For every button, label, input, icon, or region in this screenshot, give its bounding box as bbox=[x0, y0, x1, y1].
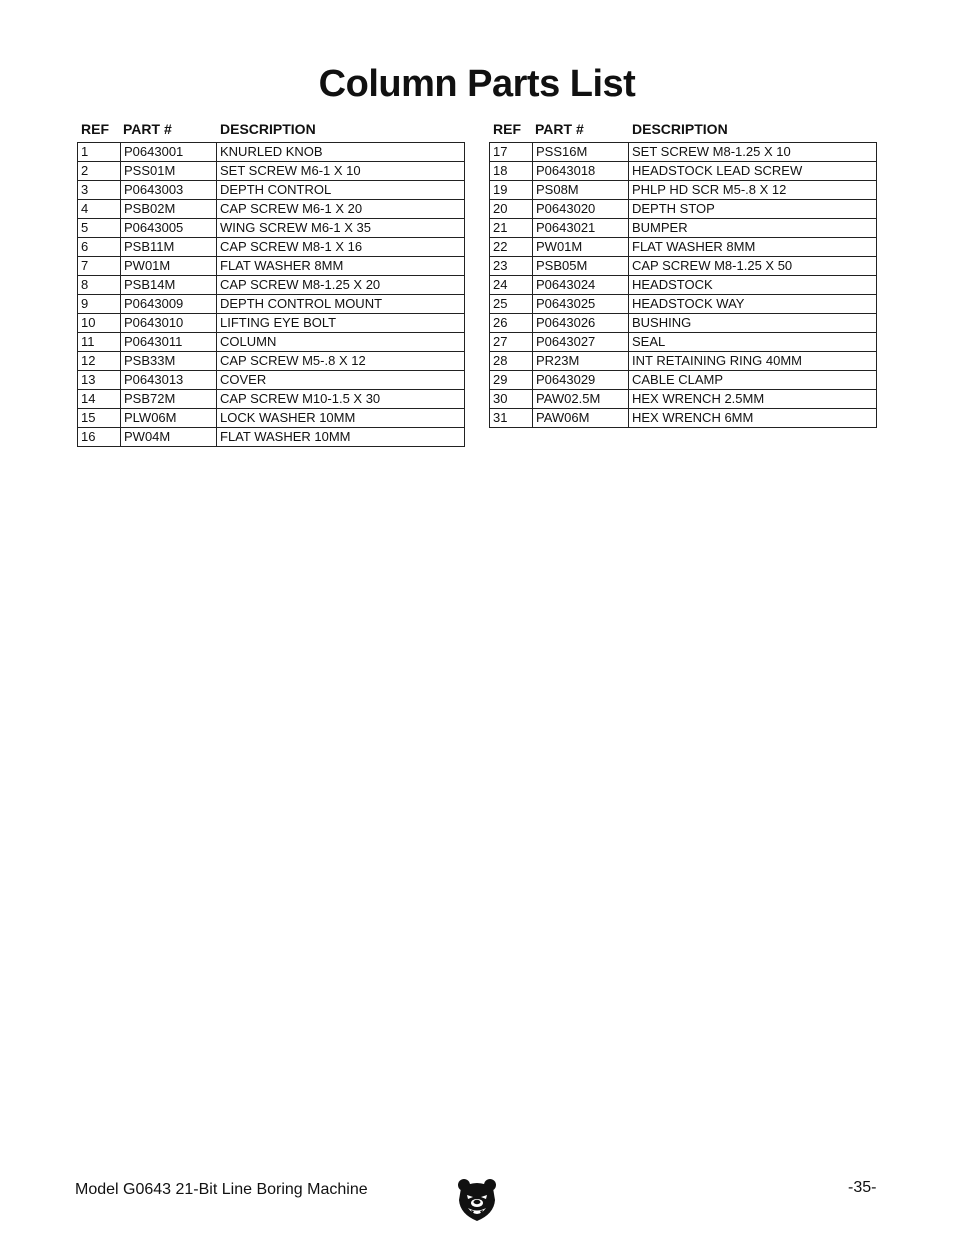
page-title: Column Parts List bbox=[318, 63, 636, 105]
part-number-cell: P0643018 bbox=[533, 162, 629, 181]
table-row bbox=[78, 181, 465, 200]
part-number-cell: PW01M bbox=[533, 238, 629, 257]
part-number-cell: P0643005 bbox=[121, 219, 217, 238]
description-cell: DEPTH STOP bbox=[629, 200, 877, 219]
description-cell: SET SCREW M6-1 X 10 bbox=[217, 162, 465, 181]
ref-cell: 7 bbox=[78, 257, 121, 276]
parts-table-left bbox=[77, 118, 465, 447]
header-description: DESCRIPTION bbox=[632, 121, 728, 137]
part-number-cell: PSB11M bbox=[121, 238, 217, 257]
table-row bbox=[78, 143, 465, 162]
description-cell: CABLE CLAMP bbox=[629, 371, 877, 390]
ref-cell: 30 bbox=[490, 390, 533, 409]
part-number-cell: P0643027 bbox=[533, 333, 629, 352]
grizzly-bear-logo-icon bbox=[456, 1176, 498, 1222]
table-row bbox=[78, 428, 465, 447]
ref-cell: 23 bbox=[490, 257, 533, 276]
footer-model-name: Model G0643 21-Bit Line Boring Machine bbox=[75, 1181, 368, 1198]
table-row bbox=[78, 371, 465, 390]
ref-cell: 19 bbox=[490, 181, 533, 200]
description-cell: FLAT WASHER 8MM bbox=[629, 238, 877, 257]
table-row bbox=[490, 238, 877, 257]
part-number-cell: PSB72M bbox=[121, 390, 217, 409]
part-number-cell: PW04M bbox=[121, 428, 217, 447]
description-cell: LIFTING EYE BOLT bbox=[217, 314, 465, 333]
ref-cell: 11 bbox=[78, 333, 121, 352]
part-number-cell: PSS01M bbox=[121, 162, 217, 181]
description-cell: FLAT WASHER 8MM bbox=[217, 257, 465, 276]
ref-cell: 1 bbox=[78, 143, 121, 162]
description-cell: WING SCREW M6-1 X 35 bbox=[217, 219, 465, 238]
ref-cell: 2 bbox=[78, 162, 121, 181]
ref-cell: 26 bbox=[490, 314, 533, 333]
ref-cell: 13 bbox=[78, 371, 121, 390]
table-row bbox=[490, 162, 877, 181]
ref-cell: 14 bbox=[78, 390, 121, 409]
part-number-cell: P0643020 bbox=[533, 200, 629, 219]
ref-cell: 29 bbox=[490, 371, 533, 390]
part-number-cell: PLW06M bbox=[121, 409, 217, 428]
header-ref: REF bbox=[81, 121, 109, 137]
table-row bbox=[78, 295, 465, 314]
table-row bbox=[490, 219, 877, 238]
description-cell: SEAL bbox=[629, 333, 877, 352]
description-cell: CAP SCREW M8-1.25 X 20 bbox=[217, 276, 465, 295]
description-cell: FLAT WASHER 10MM bbox=[217, 428, 465, 447]
table-row bbox=[490, 352, 877, 371]
description-cell: CAP SCREW M8-1.25 X 50 bbox=[629, 257, 877, 276]
table-row bbox=[490, 181, 877, 200]
parts-table-right-body bbox=[490, 143, 877, 428]
header-ref: REF bbox=[493, 121, 521, 137]
description-cell: HEADSTOCK WAY bbox=[629, 295, 877, 314]
parts-table-right bbox=[489, 118, 877, 428]
table-row bbox=[490, 200, 877, 219]
table-row bbox=[78, 238, 465, 257]
ref-cell: 21 bbox=[490, 219, 533, 238]
column-headers-left bbox=[77, 118, 465, 140]
part-number-cell: PAW02.5M bbox=[533, 390, 629, 409]
table-row bbox=[490, 295, 877, 314]
part-number-cell: PSS16M bbox=[533, 143, 629, 162]
part-number-cell: PW01M bbox=[121, 257, 217, 276]
table-row bbox=[78, 352, 465, 371]
part-number-cell: P0643001 bbox=[121, 143, 217, 162]
part-number-cell: P0643013 bbox=[121, 371, 217, 390]
ref-cell: 6 bbox=[78, 238, 121, 257]
description-cell: DEPTH CONTROL bbox=[217, 181, 465, 200]
description-cell: COLUMN bbox=[217, 333, 465, 352]
part-number-cell: PSB02M bbox=[121, 200, 217, 219]
column-headers-right bbox=[489, 118, 877, 140]
table-row bbox=[490, 143, 877, 162]
part-number-cell: P0643011 bbox=[121, 333, 217, 352]
ref-cell: 25 bbox=[490, 295, 533, 314]
ref-cell: 18 bbox=[490, 162, 533, 181]
table-row bbox=[78, 276, 465, 295]
ref-cell: 27 bbox=[490, 333, 533, 352]
table-row bbox=[490, 257, 877, 276]
parts-table-right-grid bbox=[489, 142, 877, 428]
description-cell: CAP SCREW M5-.8 X 12 bbox=[217, 352, 465, 371]
description-cell: BUSHING bbox=[629, 314, 877, 333]
table-row bbox=[490, 276, 877, 295]
part-number-cell: PAW06M bbox=[533, 409, 629, 428]
ref-cell: 3 bbox=[78, 181, 121, 200]
part-number-cell: P0643025 bbox=[533, 295, 629, 314]
description-cell: CAP SCREW M10-1.5 X 30 bbox=[217, 390, 465, 409]
description-cell: DEPTH CONTROL MOUNT bbox=[217, 295, 465, 314]
ref-cell: 17 bbox=[490, 143, 533, 162]
table-row bbox=[78, 314, 465, 333]
part-number-cell: P0643003 bbox=[121, 181, 217, 200]
ref-cell: 4 bbox=[78, 200, 121, 219]
ref-cell: 10 bbox=[78, 314, 121, 333]
ref-cell: 5 bbox=[78, 219, 121, 238]
part-number-cell: P0643029 bbox=[533, 371, 629, 390]
table-row bbox=[490, 314, 877, 333]
part-number-cell: PR23M bbox=[533, 352, 629, 371]
description-cell: CAP SCREW M8-1 X 16 bbox=[217, 238, 465, 257]
ref-cell: 31 bbox=[490, 409, 533, 428]
ref-cell: 24 bbox=[490, 276, 533, 295]
ref-cell: 8 bbox=[78, 276, 121, 295]
description-cell: KNURLED KNOB bbox=[217, 143, 465, 162]
table-row bbox=[490, 333, 877, 352]
description-cell: HEADSTOCK bbox=[629, 276, 877, 295]
ref-cell: 9 bbox=[78, 295, 121, 314]
description-cell: SET SCREW M8-1.25 X 10 bbox=[629, 143, 877, 162]
table-row bbox=[78, 333, 465, 352]
parts-table-left-grid bbox=[77, 142, 465, 447]
part-number-cell: P0643021 bbox=[533, 219, 629, 238]
part-number-cell: PS08M bbox=[533, 181, 629, 200]
table-row bbox=[78, 257, 465, 276]
header-description: DESCRIPTION bbox=[220, 121, 316, 137]
header-part-number: PART # bbox=[535, 121, 584, 137]
description-cell: HEX WRENCH 2.5MM bbox=[629, 390, 877, 409]
description-cell: LOCK WASHER 10MM bbox=[217, 409, 465, 428]
description-cell: HEADSTOCK LEAD SCREW bbox=[629, 162, 877, 181]
part-number-cell: P0643026 bbox=[533, 314, 629, 333]
ref-cell: 28 bbox=[490, 352, 533, 371]
description-cell: CAP SCREW M6-1 X 20 bbox=[217, 200, 465, 219]
ref-cell: 22 bbox=[490, 238, 533, 257]
part-number-cell: PSB05M bbox=[533, 257, 629, 276]
description-cell: PHLP HD SCR M5-.8 X 12 bbox=[629, 181, 877, 200]
ref-cell: 15 bbox=[78, 409, 121, 428]
table-row bbox=[78, 162, 465, 181]
table-row bbox=[78, 409, 465, 428]
table-row bbox=[78, 219, 465, 238]
parts-table-left-body bbox=[78, 143, 465, 447]
header-part-number: PART # bbox=[123, 121, 172, 137]
description-cell: COVER bbox=[217, 371, 465, 390]
table-row bbox=[78, 200, 465, 219]
ref-cell: 20 bbox=[490, 200, 533, 219]
part-number-cell: PSB14M bbox=[121, 276, 217, 295]
description-cell: HEX WRENCH 6MM bbox=[629, 409, 877, 428]
description-cell: BUMPER bbox=[629, 219, 877, 238]
description-cell: INT RETAINING RING 40MM bbox=[629, 352, 877, 371]
table-row bbox=[490, 390, 877, 409]
part-number-cell: PSB33M bbox=[121, 352, 217, 371]
part-number-cell: P0643010 bbox=[121, 314, 217, 333]
table-row bbox=[490, 371, 877, 390]
page-number: -35- bbox=[848, 1179, 877, 1196]
part-number-cell: P0643024 bbox=[533, 276, 629, 295]
table-row bbox=[78, 390, 465, 409]
table-row bbox=[490, 409, 877, 428]
ref-cell: 12 bbox=[78, 352, 121, 371]
part-number-cell: P0643009 bbox=[121, 295, 217, 314]
ref-cell: 16 bbox=[78, 428, 121, 447]
